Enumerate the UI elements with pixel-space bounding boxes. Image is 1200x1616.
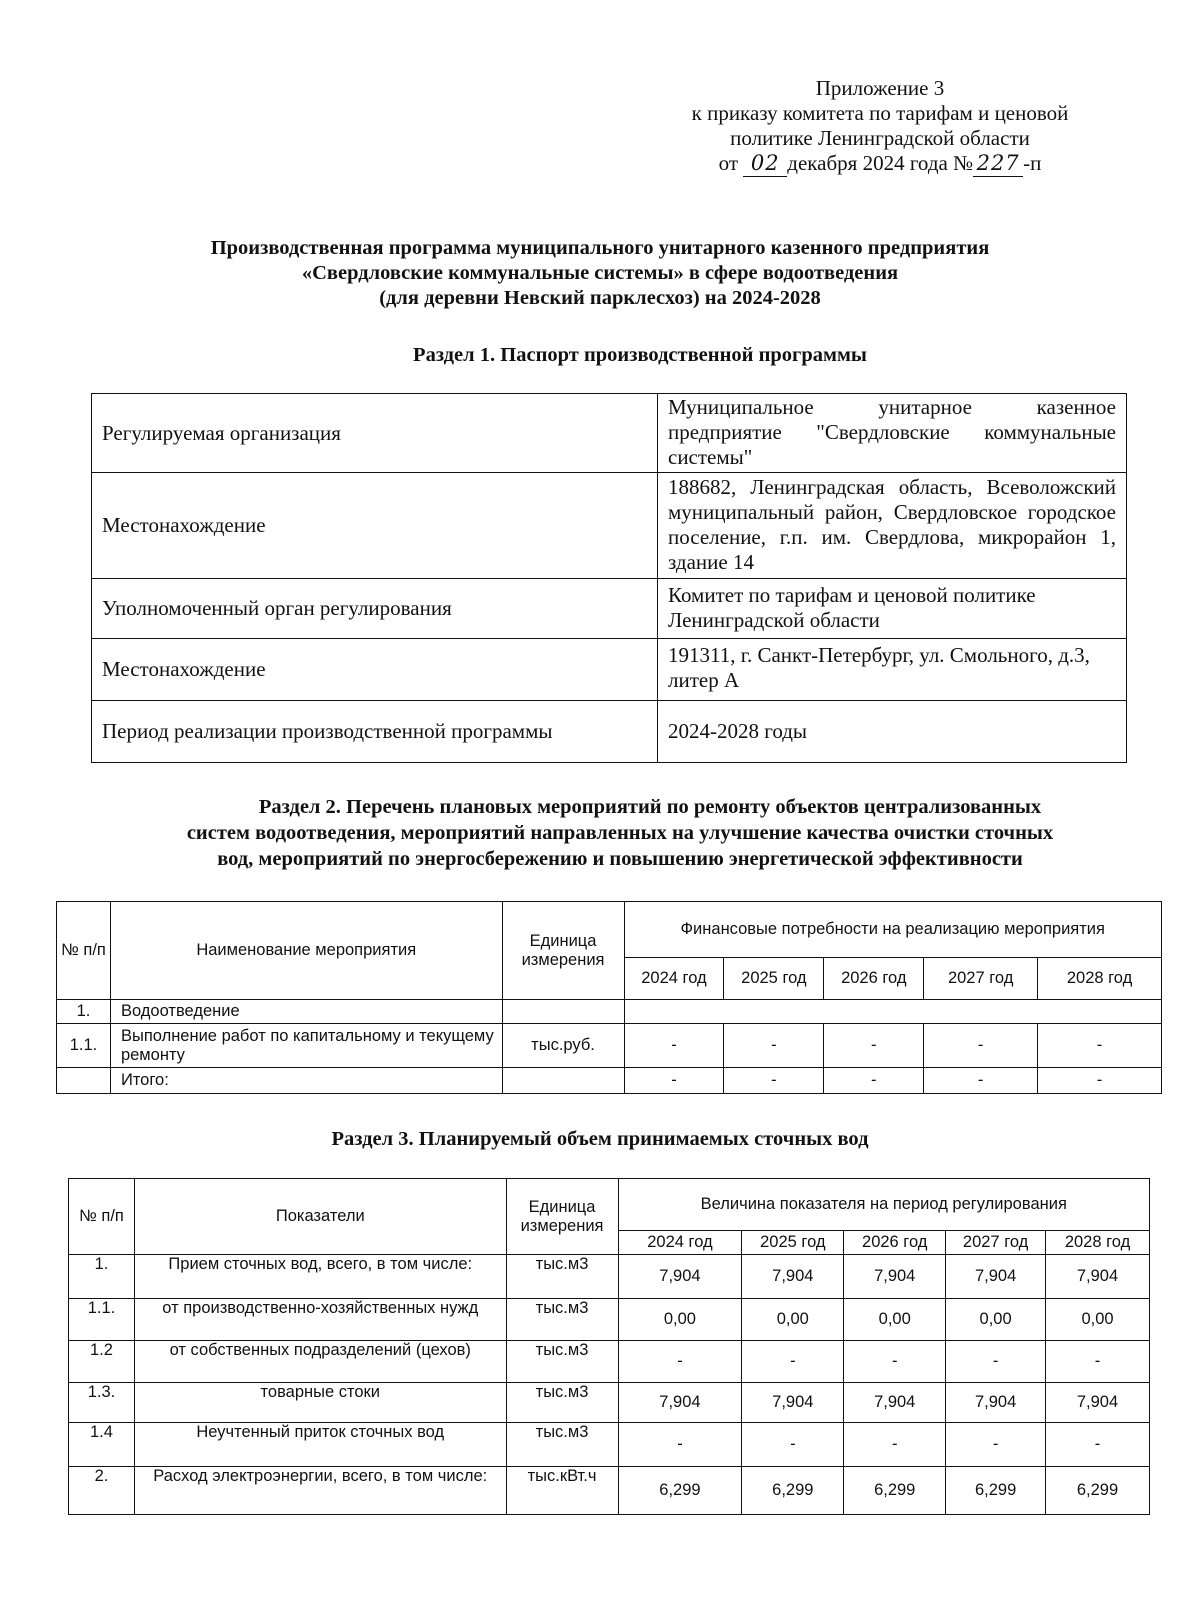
passport-label: Регулируемая организация bbox=[92, 394, 658, 473]
row-value: 6,299 bbox=[618, 1467, 742, 1515]
row-name: Прием сточных вод, всего, в том числе: bbox=[134, 1255, 506, 1299]
col-header-unit: Единица измерения bbox=[502, 902, 624, 1000]
section-2-heading-line: вод, мероприятий по энергосбережению и повышению энергетической эффективности bbox=[217, 848, 1023, 870]
handwritten-order-number: 227 bbox=[973, 151, 1023, 177]
passport-value: Муниципальное унитарное казенное предприятие "Свердловские коммунальные системы" bbox=[658, 394, 1127, 473]
table-row bbox=[92, 394, 1127, 473]
row-value: - bbox=[844, 1423, 946, 1467]
row-value: - bbox=[742, 1341, 844, 1383]
row-value: - bbox=[624, 1068, 724, 1094]
row-value: 7,904 bbox=[742, 1255, 844, 1299]
row-name: Итого: bbox=[110, 1068, 502, 1094]
row-value: - bbox=[1038, 1024, 1162, 1068]
row-value: - bbox=[724, 1068, 824, 1094]
row-value: 7,904 bbox=[844, 1383, 946, 1423]
row-unit: тыс.м3 bbox=[506, 1383, 618, 1423]
passport-value: 191311, г. Санкт-Петербург, ул. Смольного, д.3, литер А bbox=[658, 639, 1127, 701]
row-num: 2. bbox=[69, 1467, 135, 1515]
appendix-order-ref-2: политике Ленинградской области bbox=[730, 126, 1030, 150]
row-value: 7,904 bbox=[618, 1383, 742, 1423]
row-value: - bbox=[1046, 1423, 1150, 1467]
row-value: 6,299 bbox=[844, 1467, 946, 1515]
table-row bbox=[57, 1024, 1162, 1068]
row-value: 6,299 bbox=[1046, 1467, 1150, 1515]
row-unit: тыс.м3 bbox=[506, 1255, 618, 1299]
passport-value: 188682, Ленинградская область, Всеволожский муниципальный район, Свердловское городское поселение, г.п. им. Свердлова, микрорайон 1, здание 14 bbox=[658, 473, 1127, 579]
row-num: 1.1. bbox=[57, 1024, 111, 1068]
row-num: 1.1. bbox=[69, 1299, 135, 1341]
header-row bbox=[57, 902, 1162, 958]
row-value: - bbox=[618, 1341, 742, 1383]
row-value: - bbox=[946, 1423, 1046, 1467]
passport-label: Местонахождение bbox=[92, 639, 658, 701]
row-value: - bbox=[824, 1024, 924, 1068]
passport-label: Местонахождение bbox=[92, 473, 658, 579]
col-header-unit: Единица измерения bbox=[506, 1179, 618, 1255]
row-value: 0,00 bbox=[844, 1299, 946, 1341]
title-line-1: Производственная программа муниципального унитарного казенного предприятия bbox=[210, 237, 990, 259]
row-unit bbox=[502, 1000, 624, 1024]
volumes-table bbox=[68, 1178, 1150, 1515]
passport-value: Комитет по тарифам и ценовой политике Ленинградской области bbox=[658, 579, 1127, 639]
row-value: - bbox=[1038, 1068, 1162, 1094]
title-line-2: «Свердловские коммунальные системы» в сфере водоотведения bbox=[301, 262, 899, 284]
appendix-date-line bbox=[640, 151, 1120, 177]
document-title bbox=[60, 236, 1140, 311]
col-header-year: 2024 год bbox=[624, 958, 724, 1000]
section-1-heading: Раздел 1. Паспорт производственной программы bbox=[413, 344, 867, 366]
handwritten-day: 02 bbox=[743, 151, 787, 177]
row-value: 0,00 bbox=[946, 1299, 1046, 1341]
table-row bbox=[69, 1255, 1150, 1299]
table-row bbox=[92, 639, 1127, 701]
activities-table bbox=[56, 901, 1162, 1094]
table-row bbox=[69, 1383, 1150, 1423]
row-value: - bbox=[824, 1068, 924, 1094]
row-value: 6,299 bbox=[946, 1467, 1046, 1515]
col-header-year: 2028 год bbox=[1038, 958, 1162, 1000]
col-header-finance: Финансовые потребности на реализацию мероприятия bbox=[624, 902, 1162, 958]
row-value: - bbox=[742, 1423, 844, 1467]
table-row bbox=[92, 701, 1127, 763]
col-header-year: 2025 год bbox=[742, 1231, 844, 1255]
row-value: 7,904 bbox=[618, 1255, 742, 1299]
row-empty-values bbox=[624, 1000, 1162, 1024]
row-name: Неучтенный приток сточных вод bbox=[134, 1423, 506, 1467]
table-row bbox=[92, 473, 1127, 579]
col-header-year: 2027 год bbox=[946, 1231, 1046, 1255]
row-value: 7,904 bbox=[742, 1383, 844, 1423]
table-row bbox=[92, 579, 1127, 639]
date-prefix: от bbox=[718, 151, 739, 175]
row-value: 7,904 bbox=[1046, 1255, 1150, 1299]
table-row bbox=[57, 1000, 1162, 1024]
passport-table bbox=[91, 393, 1127, 763]
row-value: 0,00 bbox=[1046, 1299, 1150, 1341]
table-row bbox=[69, 1299, 1150, 1341]
col-header-year: 2025 год bbox=[724, 958, 824, 1000]
passport-label: Уполномоченный орган регулирования bbox=[92, 579, 658, 639]
section-2-heading-line: систем водоотведения, мероприятий направленных на улучшение качества очистки сточных bbox=[186, 822, 1054, 844]
row-name: от производственно-хозяйственных нужд bbox=[134, 1299, 506, 1341]
order-suffix: -п bbox=[1023, 151, 1042, 175]
row-value: 7,904 bbox=[1046, 1383, 1150, 1423]
appendix-header bbox=[640, 76, 1120, 177]
col-header-num: № п/п bbox=[69, 1179, 135, 1255]
table-row bbox=[69, 1423, 1150, 1467]
table-row bbox=[69, 1467, 1150, 1515]
col-header-year: 2026 год bbox=[844, 1231, 946, 1255]
col-header-year: 2028 год bbox=[1046, 1231, 1150, 1255]
col-header-value: Величина показателя на период регулирования bbox=[618, 1179, 1149, 1231]
row-name: товарные стоки bbox=[134, 1383, 506, 1423]
row-value: 7,904 bbox=[844, 1255, 946, 1299]
section-3-heading: Раздел 3. Планируемый объем принимаемых сточных вод bbox=[331, 1128, 869, 1150]
row-value: - bbox=[724, 1024, 824, 1068]
row-name: Водоотведение bbox=[110, 1000, 502, 1024]
row-num: 1. bbox=[69, 1255, 135, 1299]
row-value: 0,00 bbox=[618, 1299, 742, 1341]
row-value: - bbox=[624, 1024, 724, 1068]
row-unit: тыс.руб. bbox=[502, 1024, 624, 1068]
col-header-year: 2024 год bbox=[618, 1231, 742, 1255]
table-row bbox=[57, 1068, 1162, 1094]
row-unit: тыс.м3 bbox=[506, 1299, 618, 1341]
row-value: - bbox=[844, 1341, 946, 1383]
section-2-heading-line: Раздел 2. Перечень плановых мероприятий по ремонту объектов централизованных bbox=[258, 796, 1042, 818]
col-header-name: Наименование мероприятия bbox=[110, 902, 502, 1000]
row-num: 1.4 bbox=[69, 1423, 135, 1467]
row-value: 7,904 bbox=[946, 1383, 1046, 1423]
row-num: 1.3. bbox=[69, 1383, 135, 1423]
row-unit: тыс.м3 bbox=[506, 1423, 618, 1467]
appendix-order-ref: к приказу комитета по тарифам и ценовой bbox=[691, 101, 1069, 125]
row-value: - bbox=[946, 1341, 1046, 1383]
date-rest: декабря 2024 года № bbox=[787, 151, 974, 175]
passport-label: Период реализации производственной программы bbox=[92, 701, 658, 763]
row-num: 1.2 bbox=[69, 1341, 135, 1383]
appendix-title: Приложение 3 bbox=[815, 76, 945, 100]
table-row bbox=[69, 1341, 1150, 1383]
row-value: - bbox=[924, 1024, 1038, 1068]
row-unit: тыс.кВт.ч bbox=[506, 1467, 618, 1515]
col-header-year: 2026 год bbox=[824, 958, 924, 1000]
row-name: от собственных подразделений (цехов) bbox=[134, 1341, 506, 1383]
row-num bbox=[57, 1068, 111, 1094]
row-name: Выполнение работ по капитальному и текущему ремонту bbox=[110, 1024, 502, 1068]
section-2-heading bbox=[80, 794, 1160, 872]
row-value: 0,00 bbox=[742, 1299, 844, 1341]
title-line-3: (для деревни Невский парклесхоз) на 2024-2028 bbox=[379, 287, 821, 309]
row-value: 7,904 bbox=[946, 1255, 1046, 1299]
col-header-name: Показатели bbox=[134, 1179, 506, 1255]
row-name: Расход электроэнергии, всего, в том числе: bbox=[134, 1467, 506, 1515]
row-unit bbox=[502, 1068, 624, 1094]
row-value: 6,299 bbox=[742, 1467, 844, 1515]
col-header-year: 2027 год bbox=[924, 958, 1038, 1000]
row-unit: тыс.м3 bbox=[506, 1341, 618, 1383]
row-num: 1. bbox=[57, 1000, 111, 1024]
row-value: - bbox=[618, 1423, 742, 1467]
row-value: - bbox=[1046, 1341, 1150, 1383]
row-value: - bbox=[924, 1068, 1038, 1094]
passport-value: 2024-2028 годы bbox=[658, 701, 1127, 763]
header-row bbox=[69, 1179, 1150, 1231]
col-header-num: № п/п bbox=[57, 902, 111, 1000]
